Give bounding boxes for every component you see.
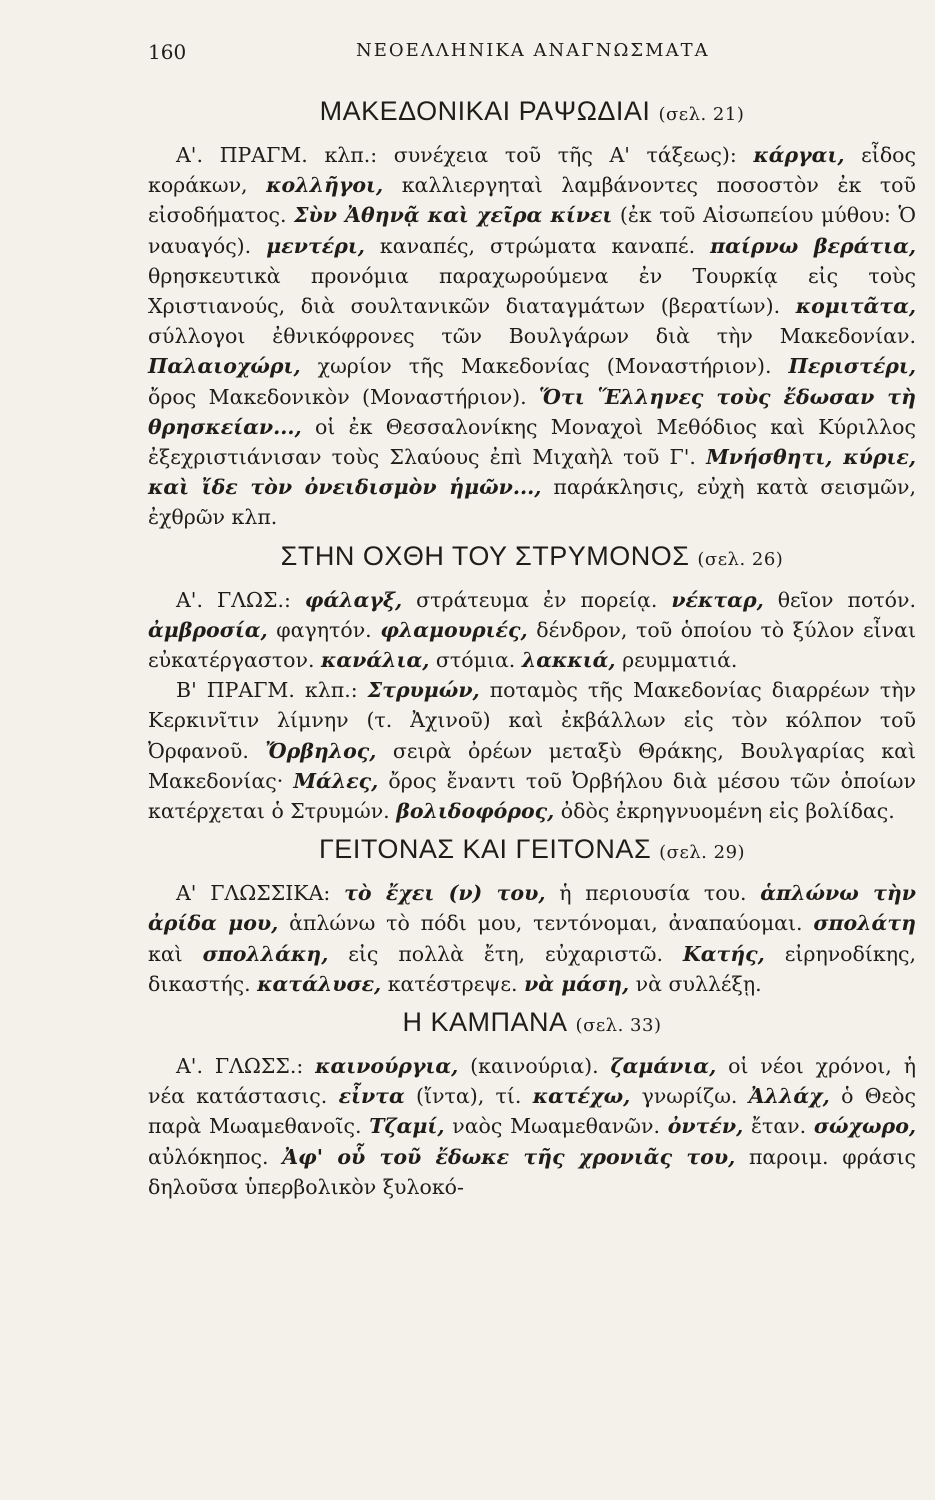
- section-title-text: ΓΕΙΤΟΝΑΣ ΚΑΙ ΓΕΙΤΟΝΑΣ: [318, 834, 652, 865]
- headword: Μνήσθητι, κύριε, καὶ ἴδε τὸν ὀνειδισμὸν ἡμῶν...,: [148, 445, 916, 500]
- definition-text: καναπές, στρώματα καναπέ.: [364, 233, 711, 258]
- definition-text: θρησκευτικὰ προνόμια παραχωρούμενα ἐν Τουρκίᾳ εἰς τοὺς Χριστιανούς, διὰ σουλτανικῶν διαταγμάτων (βερατίων).: [148, 263, 916, 319]
- definition-text: καλλιεργηταὶ λαμβάνοντες ποσοστὸν ἐκ τοῦ εἰσοδήματος.: [148, 173, 916, 228]
- definition-text: οἱ ἐκ Θεσσαλονίκης Μοναχοὶ Μεθόδιος καὶ Κύριλλος ἐξεχριστιάνισαν τοὺς Σλαύους ἐπὶ Μιχαὴλ τοῦ Γ'.: [148, 414, 916, 470]
- glossary-section: [148, 1005, 916, 1202]
- headword: καινούργια,: [315, 1054, 459, 1079]
- headword: Ἀλλάχ,: [748, 1084, 830, 1109]
- definition-text: στόμια.: [429, 648, 522, 673]
- headword: παίρνω βεράτια,: [710, 233, 916, 258]
- definition-text: Α'. ΓΛΩΣ.:: [176, 587, 305, 612]
- running-title: ΝΕΟΕΛΛΗΝΙΚΑ ΑΝΑΓΝΩΣΜΑΤΑ: [356, 40, 710, 61]
- definition-text: ἡ περιουσία του.: [545, 881, 761, 906]
- headword: κολλῆγοι,: [266, 173, 384, 198]
- definition-text: ὁ Θεὸς παρὰ Μωαμεθανοῖς.: [148, 1084, 916, 1139]
- definition-text: στράτευμα ἐν πορείᾳ.: [402, 587, 672, 612]
- definition-text: ναὸς Μωαμεθανῶν.: [444, 1114, 668, 1139]
- headword: Στρυμών,: [367, 678, 480, 703]
- headword: κατάλυσε,: [257, 971, 382, 996]
- definition-text: εἰς πολλὰ ἔτη, εὐχαριστῶ.: [328, 941, 683, 966]
- definition-text: Α'. ΓΛΩΣΣ.:: [176, 1054, 316, 1079]
- page-body: [148, 88, 916, 1202]
- section-title-text: ΜΑΚΕΔΟΝΙΚΑΙ ΡΑΨΩΔΙΑΙ: [319, 96, 651, 126]
- definition-text: εἶδος κοράκων,: [148, 143, 916, 198]
- headword: Ἀφ' οὗ τοῦ ἔδωκε τῆς χρονιᾶς του,: [282, 1144, 736, 1169]
- definition-text: (ἴντα), τί.: [404, 1084, 533, 1109]
- headword: Ὄρβηλος,: [265, 738, 377, 763]
- headword: Μάλες,: [293, 768, 379, 793]
- headword: Σὺν Ἀθηνᾷ καὶ χεῖρα κίνει: [294, 203, 613, 228]
- definition-text: ἁπλώνω τὸ πόδι μου, τεντόνομαι, ἀναπαύομαι.: [278, 911, 814, 936]
- definition-text: αὐλόκηπος.: [148, 1144, 283, 1169]
- section-title: [148, 539, 916, 577]
- headword: μεντέρι,: [266, 233, 365, 258]
- definition-text: Α' ΓΛΩΣΣΙΚΑ:: [176, 881, 345, 906]
- headword: σπολλάκη,: [202, 941, 329, 966]
- headword: κομιτᾶτα,: [795, 294, 916, 319]
- definition-text: δένδρον, τοῦ ὁποίου τὸ ξύλον εἶναι εὐκατέργαστον.: [148, 617, 916, 673]
- section-title-text: ΣΤΗΝ ΟΧΘΗ ΤΟΥ ΣΤΡΥΜΟΝΟΣ: [280, 540, 690, 571]
- headword: Περιστέρι,: [788, 354, 916, 379]
- headword: λακκιά,: [521, 648, 616, 673]
- headword: σώχωρο,: [813, 1114, 917, 1139]
- definition-text: (καινούρια).: [458, 1054, 611, 1079]
- section-title: [148, 832, 916, 870]
- definition-text: Α'. ΠΡΑΓΜ. κλπ.: συνέχεια τοῦ τῆς Α' τάξεως):: [176, 143, 754, 167]
- headword: νὰ μάση,: [524, 971, 630, 996]
- definition-text: (ἐκ τοῦ Αἰσωπείου μύθου: Ὁ ναυαγός).: [148, 203, 916, 258]
- definition-text: θεῖον ποτόν.: [763, 587, 916, 612]
- page-number: 160: [148, 40, 187, 64]
- section-title: [148, 1005, 916, 1043]
- headword: σπολάτη: [813, 911, 917, 936]
- headword: φλαμουριές,: [380, 617, 528, 642]
- glossary-section: [148, 94, 916, 533]
- definition-text: οἱ νέοι χρόνοι, ἡ νέα κατάστασις.: [148, 1054, 916, 1109]
- headword: Παλαιοχώρι,: [148, 354, 301, 379]
- definition-text: κατέστρεψε.: [381, 971, 525, 996]
- definition-text: ποταμὸς τῆς Μακεδονίας διαρρέων τὴν Κερκινῖτιν λίμνην (τ. Ἀχινοῦ) καὶ ἐκβάλλων εἰς τὸν κόλπον τοῦ Ὀρφανοῦ.: [148, 678, 916, 763]
- section-page-ref: (σελ. 21): [658, 104, 745, 125]
- definition-text: σύλλογοι ἐθνικόφρονες τῶν Βουλγάρων διὰ τὴν Μακεδονίαν.: [148, 324, 916, 349]
- glossary-paragraph: [148, 1051, 916, 1202]
- headword: Κατής,: [682, 941, 765, 966]
- definition-text: Β' ΠΡΑΓΜ. κλπ.:: [176, 678, 368, 703]
- definition-text: χωρίον τῆς Μακεδονίας (Μοναστήριον).: [300, 354, 789, 379]
- glossary-section: [148, 832, 916, 999]
- headword: Ὅτι Ἕλληνες τοὺς ἔδωσαν τὴ θρησκείαν...,: [148, 384, 916, 439]
- definition-text: καὶ: [148, 941, 203, 966]
- definition-text: παράκλησις, εὐχὴ κατὰ σεισμῶν, ἐχθρῶν κλπ.: [148, 475, 916, 530]
- glossary-paragraph: [148, 140, 916, 533]
- definition-text: νὰ συλλέξῃ.: [629, 971, 762, 996]
- headword: Τζαμί,: [369, 1114, 445, 1139]
- glossary-paragraph: [148, 585, 916, 676]
- headword: τὸ ἔχει (ν) του,: [344, 881, 546, 906]
- definition-text: ὄρος ἔναντι τοῦ Ὀρβήλου διὰ μέσου τῶν ὁποίων κατέρχεται ὁ Στρυμών.: [148, 768, 916, 824]
- section-title-text: Η ΚΑΜΠΑΝΑ: [402, 1007, 568, 1038]
- definition-text: φαγητόν.: [267, 617, 381, 642]
- definition-text: ὀδὸς ἐκρηγνυομένη εἰς βολίδας.: [554, 799, 895, 824]
- glossary-paragraph: [148, 675, 916, 826]
- definition-text: γνωρίζω.: [630, 1084, 749, 1109]
- headword: εἶντα: [338, 1084, 405, 1109]
- headword: ζαμάνια,: [610, 1054, 717, 1079]
- headword: κανάλια,: [321, 648, 430, 673]
- definition-text: παροιμ. φράσις δηλοῦσα ὑπερβολικὸν ξυλοκό-: [148, 1144, 916, 1199]
- running-header: [148, 40, 868, 70]
- headword: κάργαι,: [753, 143, 845, 167]
- headword: βολιδοφόρος,: [396, 799, 555, 824]
- definition-text: εἰρηνοδίκης, δικαστής.: [148, 941, 916, 996]
- glossary-section: [148, 539, 916, 827]
- definition-text: ὄρος Μακεδονικὸν (Μοναστήριον).: [148, 384, 540, 409]
- section-page-ref: (σελ. 26): [697, 548, 784, 570]
- definition-text: ἔταν.: [743, 1114, 814, 1139]
- definition-text: σειρὰ ὀρέων μεταξὺ Θράκης, Βουλγαρίας καὶ Μακεδονίας·: [148, 738, 916, 793]
- definition-text: ρευμματιά.: [615, 648, 738, 673]
- headword: κατέχω,: [532, 1084, 631, 1109]
- headword: νέκταρ,: [671, 587, 764, 612]
- headword: ἀμβροσία,: [148, 617, 268, 642]
- headword: ἁπλώνω τὴν ἀρίδα μου,: [148, 881, 917, 936]
- glossary-paragraph: [148, 878, 916, 999]
- headword: ὀντέν,: [667, 1114, 744, 1139]
- section-title: [148, 94, 916, 132]
- headword: φάλαγξ,: [304, 587, 403, 612]
- section-page-ref: (σελ. 29): [659, 842, 746, 864]
- section-page-ref: (σελ. 33): [575, 1015, 662, 1037]
